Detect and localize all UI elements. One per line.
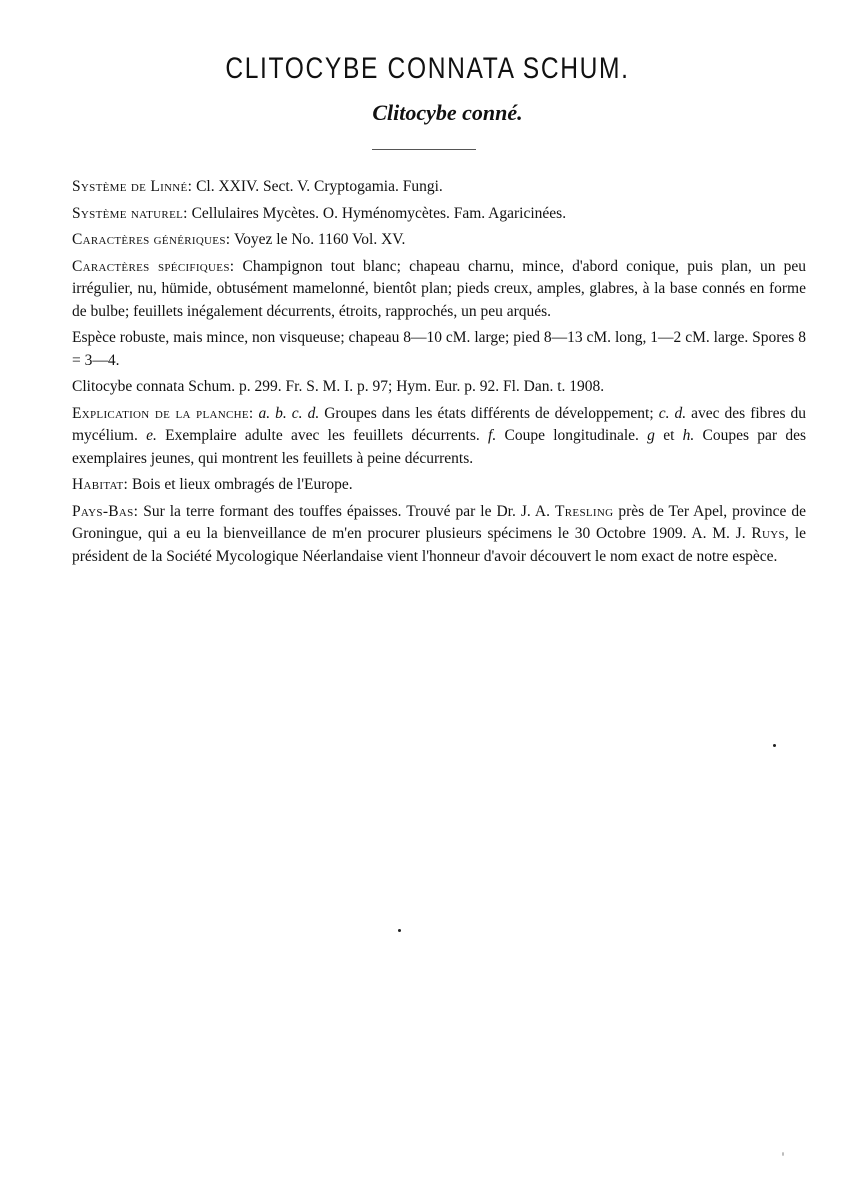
habitat-text: Bois et lieux ombragés de l'Europe. xyxy=(132,476,353,493)
paragraph-systeme-linne xyxy=(72,176,806,199)
explication-conjunction: et xyxy=(663,427,675,444)
caracteres-generiques-text: Voyez le No. 1160 Vol. XV. xyxy=(233,231,406,248)
explication-text-2: avec des fibres du mycélium. xyxy=(72,404,807,444)
pays-bas-name-ruys: Ruys, xyxy=(751,525,790,542)
explication-label: Explication de la planche: xyxy=(72,404,254,422)
explication-letters-2: c. d. xyxy=(658,404,687,422)
paragraph-caracteres-generiques xyxy=(72,229,806,252)
caracteres-generiques-label: Caractères génériques: xyxy=(72,231,231,248)
title-divider xyxy=(372,149,476,150)
systeme-linne-text: Cl. XXIV. Sect. V. Cryptogamia. Fungi. xyxy=(196,178,443,195)
document-body xyxy=(72,176,806,572)
paragraph-caracteres-specifiques xyxy=(72,256,806,324)
paper-speck xyxy=(398,929,401,932)
pays-bas-label: Pays-Bas: xyxy=(72,502,139,520)
systeme-naturel-text: Cellulaires Mycètes. O. Hyménomycètes. Fam. Agaricinées. xyxy=(191,204,567,222)
caracteres-specifiques-label: Caractères spécifiques: xyxy=(72,257,235,275)
paragraph-references xyxy=(72,376,806,399)
pays-bas-text-3: le président de la Société Mycologique Néerlandaise vient l'honneur d'avoir découvert le nom exact de notre espèce. xyxy=(72,525,807,565)
espece-text: Espèce robuste, mais mince, non visqueuse; chapeau 8—10 cM. large; pied 8—13 cM. long, 1—2 cM. large. Spores 8 = 3—4. xyxy=(72,329,806,369)
page-subtitle: Clitocybe conné. xyxy=(372,100,523,125)
paper-speck xyxy=(782,1152,784,1156)
references-text: Clitocybe connata Schum. p. 299. Fr. S. M. I. p. 97; Hym. Eur. p. 92. Fl. Dan. t. 1908. xyxy=(72,378,605,395)
explication-letters-1: a. b. c. d. xyxy=(258,404,320,422)
paragraph-systeme-naturel xyxy=(72,203,806,226)
pays-bas-name-tresling: Tresling xyxy=(555,502,614,520)
caracteres-specifiques-text: Champignon tout blanc; chapeau charnu, mince, d'abord conique, puis plan, un peu irrégulier, nu, hümide, obtusément mamelonné, bientôt plan; pieds creux, amples, glabres, à la base connés en forme de bulbe; feuillets inégalement décurrents, étroits, rapprochés, un peu arqués. xyxy=(72,257,806,320)
explication-text-5: Coupes par des exemplaires jeunes, qui montrent les feuillets à peine décurrents. xyxy=(72,427,807,467)
paragraph-habitat xyxy=(72,474,806,497)
explication-letters-5b: h. xyxy=(682,427,695,444)
paragraph-espece xyxy=(72,327,806,372)
pays-bas-text-2: près de Ter Apel, province de Groningue, qui a eu la bienveillance de m'en procurer plusieurs spécimens le 30 Octobre 1909. A. M. J. xyxy=(72,502,807,542)
explication-text-3: Exemplaire adulte avec les feuillets décurrents. xyxy=(165,427,480,444)
explication-letters-5a: g xyxy=(647,427,655,444)
paragraph-explication xyxy=(72,403,806,471)
explication-text-1: Groupes dans les états différents de développement; xyxy=(324,404,654,422)
systeme-linne-label: Système de Linné: xyxy=(72,178,193,195)
paragraph-pays-bas xyxy=(72,501,806,569)
pays-bas-text-1: Sur la terre formant des touffes épaisses. Trouvé par le Dr. J. A. xyxy=(143,502,551,520)
paper-speck xyxy=(773,744,776,747)
habitat-label: Habitat: xyxy=(72,476,129,493)
systeme-naturel-label: Système naturel: xyxy=(72,204,188,222)
explication-text-4: Coupe longitudinale. xyxy=(504,427,639,444)
explication-letters-4: f. xyxy=(488,427,497,444)
page-title: CLITOCYBE CONNATA SCHUM. xyxy=(225,52,630,85)
explication-letters-3: e. xyxy=(146,427,157,444)
